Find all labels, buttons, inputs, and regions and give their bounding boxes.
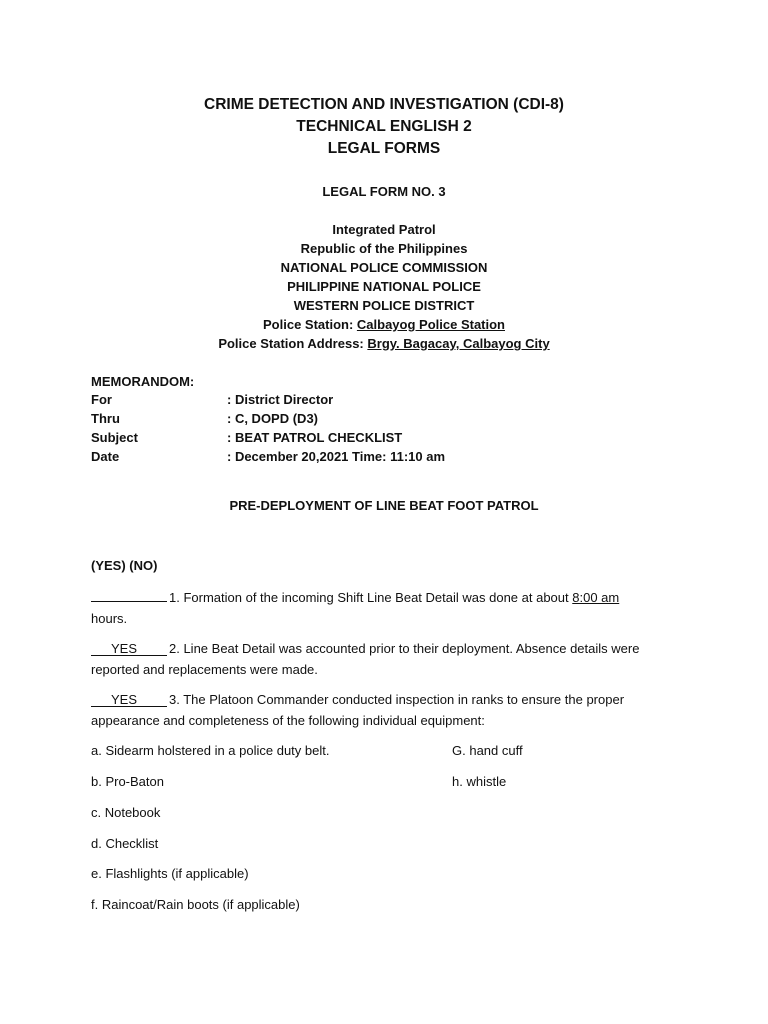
equipment-b: b. Pro-Baton: [91, 774, 164, 789]
course-title: CRIME DETECTION AND INVESTIGATION (CDI-8): [204, 96, 564, 113]
equipment-h: h. whistle: [452, 774, 507, 789]
item-2-text: 2. Line Beat Detail was accounted prior to their deployment. Absence details were reported and replacements were made.: [91, 641, 640, 677]
memo-subject-value: : BEAT PATROL CHECKLIST: [227, 430, 403, 445]
form-number: LEGAL FORM NO. 3: [322, 184, 446, 199]
agency-line-2: Republic of the Philippines: [300, 241, 468, 256]
section-title: PRE-DEPLOYMENT OF LINE BEAT FOOT PATROL: [229, 498, 539, 513]
answer-blank-1[interactable]: [91, 589, 167, 602]
equipment-g: G. hand cuff: [452, 743, 523, 758]
memo-for-value: : District Director: [227, 392, 334, 407]
item-3-text: 3. The Platoon Commander conducted inspection in ranks to ensure the proper appearance and completeness of the following individual equipment:: [91, 692, 625, 728]
checklist-item-2: [91, 638, 678, 680]
equipment-d: d. Checklist: [91, 836, 159, 851]
item-1-text: 1. Formation of the incoming Shift Line Beat Detail was done at about: [169, 590, 573, 605]
subject-title: TECHNICAL ENGLISH 2: [296, 118, 472, 135]
item-1-continuation: hours.: [91, 611, 128, 626]
legal-forms-title: LEGAL FORMS: [327, 140, 441, 157]
answer-blank-2[interactable]: YES: [91, 642, 167, 656]
equipment-a: a. Sidearm holstered in a police duty belt.: [91, 743, 330, 758]
memo-heading: MEMORANDOM:: [91, 374, 195, 389]
memo-date-label: Date: [91, 449, 120, 464]
police-station-value: Calbayog Police Station: [356, 317, 505, 332]
memo-subject-label: Subject: [91, 430, 138, 445]
agency-line-1: Integrated Patrol: [332, 222, 436, 237]
police-station-label: Police Station:: [263, 317, 357, 332]
police-address-value: Brgy. Bagacay, Calbayog City: [367, 336, 550, 351]
police-address-line: [0, 336, 768, 351]
equipment-e: e. Flashlights (if applicable): [91, 866, 249, 881]
police-station-line: [0, 317, 768, 332]
memo-for-label: For: [91, 392, 112, 407]
yes-no-header: (YES) (NO): [91, 558, 158, 573]
police-address-label: Police Station Address:: [218, 336, 368, 351]
memo-date-value: : December 20,2021 Time: 11:10 am: [227, 449, 446, 464]
agency-line-4: PHILIPPINE NATIONAL POLICE: [287, 279, 481, 294]
checklist-item-1: [91, 587, 678, 629]
agency-line-3: NATIONAL POLICE COMMISSION: [280, 260, 488, 275]
item-1-time: 8:00 am: [572, 590, 620, 605]
memo-thru-label: Thru: [91, 411, 120, 426]
equipment-f: f. Raincoat/Rain boots (if applicable): [91, 897, 300, 912]
memo-thru-value: : C, DOPD (D3): [227, 411, 318, 426]
equipment-c: c. Notebook: [91, 805, 161, 820]
agency-line-5: WESTERN POLICE DISTRICT: [293, 298, 475, 313]
checklist-item-3: [91, 689, 678, 731]
answer-blank-3[interactable]: YES: [91, 693, 167, 707]
